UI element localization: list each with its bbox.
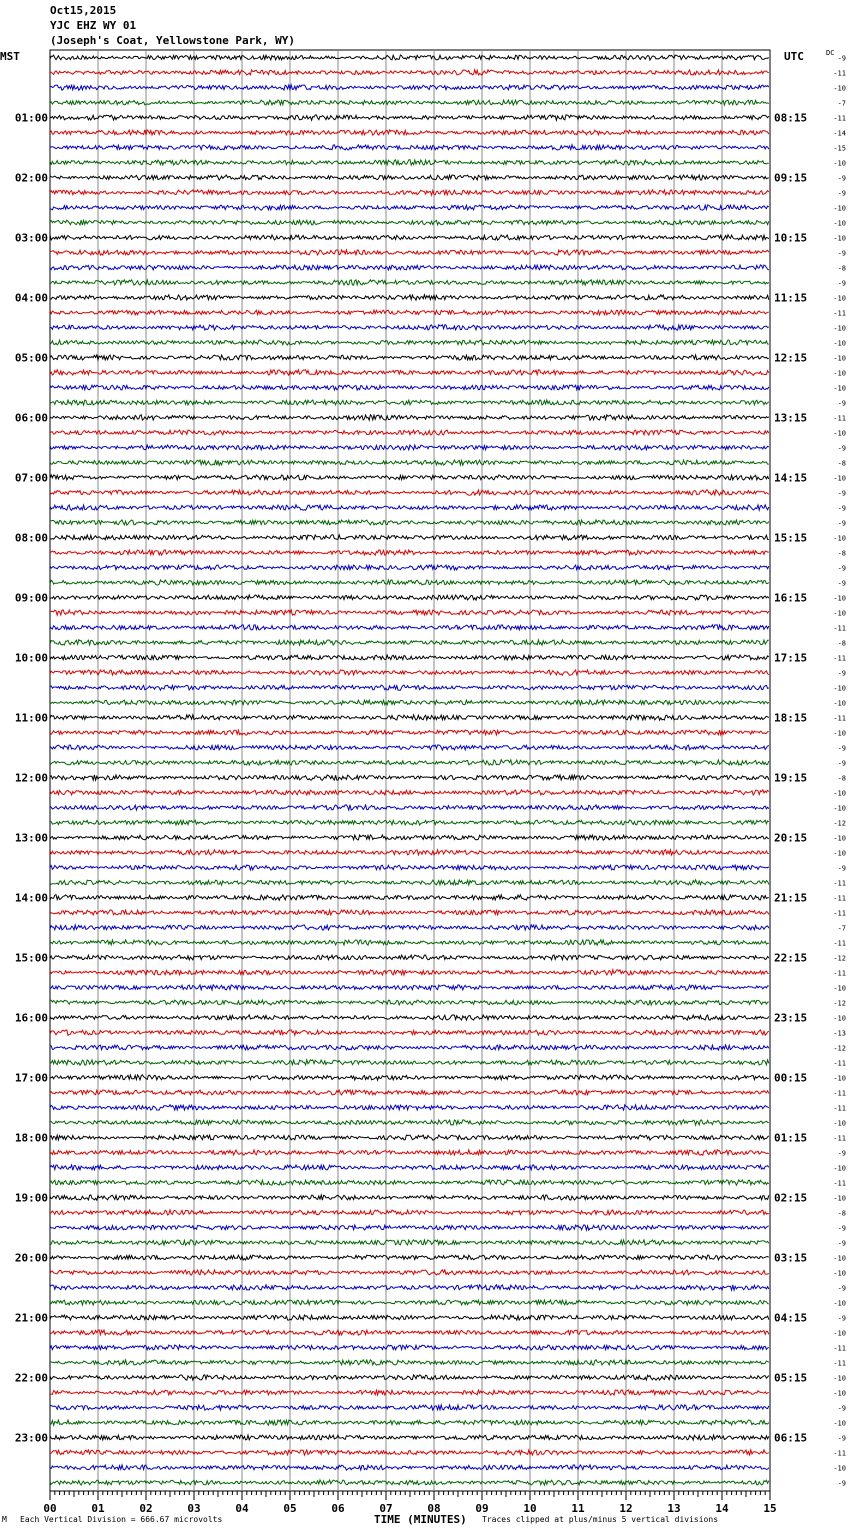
right-hour-label: 17:15 — [774, 651, 808, 665]
dc-offset-label: -10 — [833, 1299, 846, 1308]
seismic-trace — [50, 1420, 769, 1425]
seismic-trace — [50, 130, 769, 135]
seismic-trace — [50, 1180, 769, 1185]
seismic-trace — [50, 355, 769, 360]
seismic-trace — [50, 1315, 769, 1320]
dc-offset-label: -9 — [837, 249, 846, 258]
left-hour-label: 14:00 — [14, 891, 48, 905]
seismic-trace — [50, 190, 769, 195]
dc-offset-label: -9 — [837, 669, 846, 678]
dc-offset-label: -10 — [833, 1464, 846, 1473]
seismic-trace — [50, 985, 769, 990]
seismic-trace — [50, 715, 769, 720]
seismic-trace — [50, 295, 769, 300]
dc-offset-label: -11 — [833, 654, 846, 663]
seismic-trace — [50, 880, 769, 885]
seismic-trace — [50, 325, 769, 330]
right-hour-label: 15:15 — [774, 531, 808, 545]
dc-offset-label: -10 — [833, 804, 846, 813]
dc-offset-label: -8 — [837, 774, 846, 783]
seismic-trace — [50, 865, 769, 870]
dc-offset-label: -8 — [837, 264, 846, 273]
seismic-trace — [50, 565, 769, 570]
dc-offset-label: -10 — [833, 684, 846, 693]
dc-offset-label: -10 — [833, 1374, 846, 1383]
left-hour-label: 01:00 — [14, 111, 48, 125]
seismic-trace — [50, 1450, 769, 1455]
right-hour-label: 10:15 — [774, 231, 808, 245]
dc-offset-label: -9 — [837, 189, 846, 198]
dc-offset-label: -9 — [837, 399, 846, 408]
seismic-trace — [50, 1105, 769, 1110]
left-hour-label: 12:00 — [14, 771, 48, 785]
dc-offset-label: -10 — [833, 594, 846, 603]
seismic-trace — [50, 265, 769, 270]
dc-offset-label: -10 — [833, 429, 846, 438]
plot-date: Oct15,2015 — [50, 4, 117, 17]
x-tick-label: 15 — [763, 1502, 777, 1515]
dc-offset-label: -9 — [837, 504, 846, 513]
left-hour-label: 18:00 — [14, 1131, 48, 1145]
dc-offset-label: -11 — [833, 414, 846, 423]
x-tick-label: 09 — [475, 1502, 489, 1515]
x-axis-title: TIME (MINUTES) — [374, 1513, 467, 1526]
dc-offset-label: -11 — [833, 879, 846, 888]
dc-offset-label: -9 — [837, 1149, 846, 1158]
seismic-trace — [50, 340, 769, 345]
right-hour-label: 18:15 — [774, 711, 808, 725]
seismic-trace — [50, 625, 769, 630]
dc-offset-label: -15 — [833, 144, 846, 153]
dc-offset-label: -9 — [837, 1404, 846, 1413]
x-tick-label: 10 — [523, 1502, 537, 1515]
dc-offset-label: -10 — [833, 1269, 846, 1278]
x-tick-label: 08 — [427, 1502, 441, 1515]
dc-offset-label: -11 — [833, 1089, 846, 1098]
seismic-trace — [50, 205, 769, 210]
seismic-trace — [50, 610, 769, 615]
dc-offset-label: -9 — [837, 864, 846, 873]
seismic-trace — [50, 550, 769, 555]
right-hour-label: 12:15 — [774, 351, 808, 365]
right-hour-label: 23:15 — [774, 1011, 808, 1025]
right-timezone-label: UTC — [784, 50, 804, 63]
right-hour-label: 22:15 — [774, 951, 808, 965]
dc-offset-label: -10 — [833, 1419, 846, 1428]
left-hour-label: 15:00 — [14, 951, 48, 965]
x-tick-label: 00 — [43, 1502, 57, 1515]
seismic-trace — [50, 100, 769, 105]
seismic-trace — [50, 835, 769, 840]
seismic-trace — [50, 595, 769, 600]
dc-offset-header: DC — [826, 49, 835, 57]
dc-offset-label: -10 — [833, 1389, 846, 1398]
seismic-trace — [50, 250, 769, 255]
dc-offset-label: -8 — [837, 1209, 846, 1218]
left-hour-label: 09:00 — [14, 591, 48, 605]
seismic-trace — [50, 1480, 769, 1485]
left-hour-label: 22:00 — [14, 1371, 48, 1385]
x-tick-label: 12 — [619, 1502, 633, 1515]
x-tick-label: 02 — [139, 1502, 153, 1515]
dc-offset-label: -11 — [833, 114, 846, 123]
seismic-trace — [50, 1360, 769, 1365]
dc-offset-label: -9 — [837, 1479, 846, 1488]
seismic-trace — [50, 460, 769, 465]
seismic-trace — [50, 730, 769, 735]
seismic-trace — [50, 1405, 769, 1410]
dc-offset-label: -10 — [833, 219, 846, 228]
seismic-trace — [50, 55, 769, 60]
seismic-trace — [50, 1000, 769, 1005]
seismic-trace — [50, 1435, 769, 1440]
dc-offset-label: -9 — [837, 444, 846, 453]
dc-offset-label: -11 — [833, 939, 846, 948]
dc-offset-label: -11 — [833, 1104, 846, 1113]
right-hour-label: 05:15 — [774, 1371, 808, 1385]
seismic-trace — [50, 1015, 769, 1020]
x-tick-label: 07 — [379, 1502, 393, 1515]
seismic-trace — [50, 670, 769, 675]
seismic-trace — [50, 220, 769, 225]
clip-note: Traces clipped at plus/minus 5 vertical divisions — [482, 1515, 719, 1524]
dc-offset-label: -10 — [833, 204, 846, 213]
dc-offset-label: -10 — [833, 1014, 846, 1023]
station-location: (Joseph's Coat, Yellowstone Park, WY) — [50, 34, 296, 47]
right-hour-label: 00:15 — [774, 1071, 808, 1085]
dc-offset-label: -9 — [837, 1314, 846, 1323]
dc-offset-label: -11 — [833, 69, 846, 78]
dc-offset-label: -10 — [833, 369, 846, 378]
seismic-trace — [50, 850, 769, 856]
seismic-trace — [50, 955, 769, 960]
dc-offset-label: -10 — [833, 1119, 846, 1128]
dc-offset-label: -11 — [833, 1359, 846, 1368]
right-hour-label: 08:15 — [774, 111, 808, 125]
dc-offset-label: -11 — [833, 894, 846, 903]
dc-offset-label: -11 — [833, 1344, 846, 1353]
dc-offset-label: -10 — [833, 729, 846, 738]
dc-offset-label: -9 — [837, 1284, 846, 1293]
dc-offset-label: -9 — [837, 744, 846, 753]
seismic-trace — [50, 1210, 769, 1215]
dc-offset-label: -9 — [837, 174, 846, 183]
dc-offset-label: -11 — [833, 969, 846, 978]
seismic-trace — [50, 895, 769, 901]
seismic-trace — [50, 430, 769, 435]
left-hour-label: 16:00 — [14, 1011, 48, 1025]
vertical-scale-note: Each Vertical Division = 666.67 microvolts — [20, 1515, 223, 1524]
x-tick-label: 11 — [571, 1502, 585, 1515]
station-id: YJC EHZ WY 01 — [50, 19, 137, 32]
seismic-trace — [50, 655, 769, 660]
seismic-trace — [50, 70, 769, 76]
dc-offset-label: -7 — [837, 99, 846, 108]
seismic-trace — [50, 1045, 769, 1050]
dc-offset-label: -10 — [833, 834, 846, 843]
dc-offset-label: -10 — [833, 984, 846, 993]
seismic-trace — [50, 85, 769, 90]
seismic-trace — [50, 280, 769, 285]
dc-offset-label: -8 — [837, 549, 846, 558]
seismic-trace — [50, 1375, 769, 1380]
seismic-trace — [50, 580, 769, 585]
dc-offset-label: -12 — [833, 954, 846, 963]
dc-offset-label: -9 — [837, 1224, 846, 1233]
dc-offset-label: -10 — [833, 294, 846, 303]
left-hour-label: 07:00 — [14, 471, 48, 485]
seismic-trace — [50, 160, 769, 165]
seismic-trace — [50, 1195, 769, 1200]
left-hour-label: 05:00 — [14, 351, 48, 365]
seismic-trace — [50, 520, 769, 525]
left-hour-label: 23:00 — [14, 1431, 48, 1445]
seismic-trace — [50, 940, 769, 945]
right-hour-label: 14:15 — [774, 471, 808, 485]
seismic-trace — [50, 235, 769, 240]
left-hour-label: 02:00 — [14, 171, 48, 185]
left-hour-label: 03:00 — [14, 231, 48, 245]
seismic-trace — [50, 1060, 769, 1065]
dc-offset-label: -9 — [837, 579, 846, 588]
dc-offset-label: -9 — [837, 489, 846, 498]
seismic-trace — [50, 1330, 769, 1335]
dc-offset-label: -10 — [833, 1254, 846, 1263]
dc-offset-label: -12 — [833, 999, 846, 1008]
x-tick-label: 04 — [235, 1502, 249, 1515]
dc-offset-label: -10 — [833, 384, 846, 393]
seismic-trace — [50, 145, 769, 150]
seismic-trace — [50, 1075, 769, 1080]
dc-offset-label: -8 — [837, 459, 846, 468]
seismic-trace — [50, 415, 769, 420]
dc-offset-label: -9 — [837, 279, 846, 288]
seismic-trace — [50, 370, 769, 376]
seismic-trace — [50, 685, 769, 690]
x-tick-label: 03 — [187, 1502, 201, 1515]
seismic-trace — [50, 115, 769, 120]
dc-offset-label: -10 — [833, 474, 846, 483]
right-hour-label: 19:15 — [774, 771, 808, 785]
x-tick-label: 01 — [91, 1502, 105, 1515]
dc-offset-label: -9 — [837, 759, 846, 768]
left-hour-label: 17:00 — [14, 1071, 48, 1085]
dc-offset-label: -9 — [837, 519, 846, 528]
left-hour-label: 13:00 — [14, 831, 48, 845]
left-hour-label: 11:00 — [14, 711, 48, 725]
seismic-trace — [50, 1390, 769, 1395]
dc-offset-label: -14 — [833, 129, 846, 138]
dc-offset-label: -10 — [833, 609, 846, 618]
right-hour-label: 13:15 — [774, 411, 808, 425]
x-tick-label: 13 — [667, 1502, 681, 1515]
seismic-trace — [50, 1345, 769, 1350]
seismic-trace — [50, 310, 769, 315]
dc-offset-label: -12 — [833, 1044, 846, 1053]
right-hour-label: 06:15 — [774, 1431, 808, 1445]
x-tick-label: 05 — [283, 1502, 297, 1515]
right-hour-label: 01:15 — [774, 1131, 808, 1145]
right-hour-label: 02:15 — [774, 1191, 808, 1205]
seismic-trace — [50, 1090, 769, 1095]
seismic-trace — [50, 1120, 769, 1125]
dc-offset-label: -11 — [833, 1134, 846, 1143]
dc-offset-label: -7 — [837, 924, 846, 933]
seismic-trace — [50, 505, 769, 511]
seismic-trace — [50, 745, 769, 750]
seismic-trace — [50, 1165, 769, 1170]
dc-offset-label: -10 — [833, 84, 846, 93]
dc-offset-label: -10 — [833, 849, 846, 858]
seismic-trace — [50, 1465, 769, 1470]
seismic-trace — [50, 385, 769, 390]
seismic-trace — [50, 1030, 769, 1035]
dc-offset-label: -9 — [837, 1239, 846, 1248]
left-hour-label: 06:00 — [14, 411, 48, 425]
dc-offset-label: -10 — [833, 1329, 846, 1338]
seismic-trace — [50, 1240, 769, 1245]
dc-offset-label: -13 — [833, 1029, 846, 1038]
dc-offset-label: -10 — [833, 1074, 846, 1083]
seismic-trace — [50, 970, 769, 975]
dc-offset-label: -11 — [833, 714, 846, 723]
dc-offset-label: -11 — [833, 1179, 846, 1188]
left-hour-label: 19:00 — [14, 1191, 48, 1205]
seismic-trace — [50, 490, 769, 495]
seismic-trace — [50, 1150, 769, 1156]
seismic-trace — [50, 910, 769, 915]
dc-offset-label: -9 — [837, 54, 846, 63]
right-hour-label: 09:15 — [774, 171, 808, 185]
right-hour-label: 16:15 — [774, 591, 808, 605]
right-hour-label: 04:15 — [774, 1311, 808, 1325]
dc-offset-label: -11 — [833, 309, 846, 318]
dc-offset-label: -12 — [833, 819, 846, 828]
dc-offset-label: -11 — [833, 1449, 846, 1458]
dc-offset-label: -9 — [837, 1434, 846, 1443]
dc-offset-label: -8 — [837, 639, 846, 648]
seismic-trace — [50, 760, 769, 765]
left-hour-label: 10:00 — [14, 651, 48, 665]
dc-offset-label: -10 — [833, 234, 846, 243]
seismic-trace — [50, 475, 769, 480]
left-hour-label: 08:00 — [14, 531, 48, 545]
dc-offset-label: -9 — [837, 564, 846, 573]
seismic-trace — [50, 1255, 769, 1260]
left-hour-label: 21:00 — [14, 1311, 48, 1325]
left-timezone-label: MST — [0, 50, 20, 63]
dc-offset-label: -10 — [833, 354, 846, 363]
left-hour-label: 20:00 — [14, 1251, 48, 1265]
dc-offset-label: -10 — [833, 699, 846, 708]
seismic-trace — [50, 1135, 769, 1140]
seismic-trace — [50, 1300, 769, 1305]
scale-mark: M — [2, 1515, 7, 1524]
x-tick-label: 14 — [715, 1502, 729, 1515]
dc-offset-label: -11 — [833, 624, 846, 633]
seismic-trace — [50, 775, 769, 780]
seismic-trace — [50, 400, 769, 405]
dc-offset-label: -10 — [833, 159, 846, 168]
dc-offset-label: -10 — [833, 339, 846, 348]
seismic-trace — [50, 1270, 769, 1275]
dc-offset-label: -10 — [833, 1164, 846, 1173]
left-hour-label: 04:00 — [14, 291, 48, 305]
dc-offset-label: -10 — [833, 534, 846, 543]
dc-offset-label: -10 — [833, 1194, 846, 1203]
seismic-trace — [50, 1225, 769, 1230]
seismic-trace — [50, 640, 769, 646]
seismic-trace — [50, 925, 769, 930]
seismic-trace — [50, 535, 769, 540]
right-hour-label: 03:15 — [774, 1251, 808, 1265]
seismic-trace — [50, 700, 769, 705]
right-hour-label: 20:15 — [774, 831, 808, 845]
seismic-trace — [50, 820, 769, 825]
dc-offset-label: -11 — [833, 909, 846, 918]
dc-offset-label: -11 — [833, 1059, 846, 1068]
seismic-trace — [50, 790, 769, 795]
seismic-trace — [50, 805, 769, 810]
dc-offset-label: -10 — [833, 324, 846, 333]
dc-offset-label: -10 — [833, 789, 846, 798]
right-hour-label: 21:15 — [774, 891, 808, 905]
x-tick-label: 06 — [331, 1502, 345, 1515]
seismic-trace — [50, 175, 769, 180]
right-hour-label: 11:15 — [774, 291, 808, 305]
seismic-trace — [50, 1285, 769, 1290]
seismic-trace — [50, 445, 769, 450]
